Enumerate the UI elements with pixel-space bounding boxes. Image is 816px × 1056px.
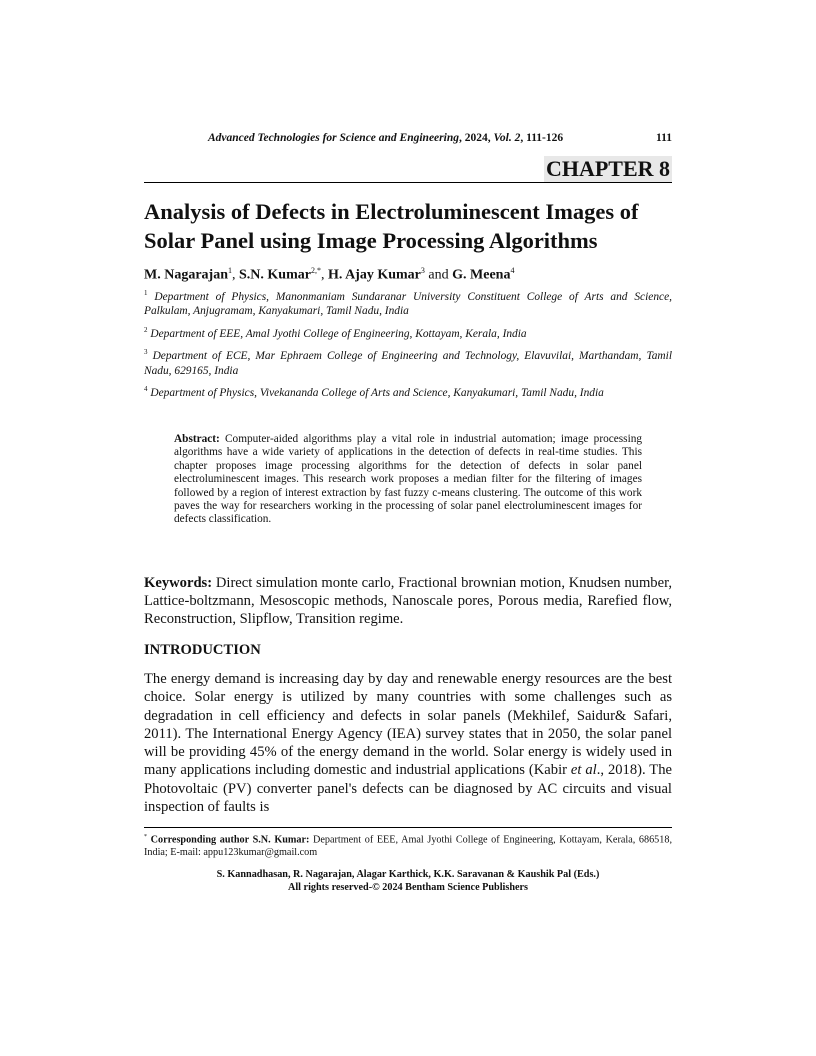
abstract-text: Computer-aided algorithms play a vital role in industrial automation; image processing algorithms have a wide variety of applications in the detection of defects in real-time studies. This chapter proposes image processing algorithms for the detection of defects in solar panel electroluminescent images. This research work proposes a median filter for the filtering of images followed by a region of interest extraction by fast fuzzy c-means clustering. The outcome of this work paves the way for researchers working in the processing of solar panel electroluminescent images for defects classification. [174, 433, 642, 526]
affiliation: $^3$ Department of ECE, Mar Ephraem College of Engineering and Technology, Elavuvilai, Marthandam, Tamil Nadu, 629165, India [144, 348, 672, 377]
copyright-line: All rights reserved-© 2024 Bentham Science Publishers [287, 881, 529, 893]
journal-citation: Advanced Technologies for Science and Engineering, 2024, Vol. 2, 111-126 [208, 132, 564, 144]
author-name: H. Ajay Kumar [327, 267, 421, 283]
author-affiliation-mark: 4 [510, 266, 515, 275]
affiliations [144, 286, 672, 405]
affiliation: $^1$ Department of Physics, Manonmaniam Sundaranar University Constituent College of Arts and Science, Palkulam, Anjugramam, Kanyakumari, Tamil Nadu, India [144, 289, 672, 318]
page-number: 111 [656, 132, 672, 144]
keywords-text: Direct simulation monte carlo, Fractional brownian motion, Knudsen number, Lattice-boltzmann, Mesoscopic methods, Nanoscale pores, Porous media, Rarefied flow, Reconstruction, Slipflow, Transition regime. [144, 575, 672, 628]
abstract [174, 433, 642, 527]
publisher-credits [144, 869, 672, 894]
affiliation: $^2$ Department of EEE, Amal Jyothi College of Engineering, Kottayam, Kerala, India [144, 325, 527, 340]
header-divider [144, 182, 672, 183]
abstract-label: Abstract: [174, 433, 220, 445]
footnote-divider [144, 827, 672, 828]
author-affiliation-mark: 1 [228, 266, 232, 275]
author-list: M. Nagarajan$^1$, S.N. Kumar$^{2,*}$, H. Ajay Kumar$^3$ and G. Meena$^4$ [144, 266, 515, 283]
paper-title: Analysis of Defects in Electroluminescent Images of Solar Panel using Image Processing Algorithms [144, 199, 639, 253]
keywords-label: Keywords: [144, 575, 213, 591]
editors-line: S. Kannadhasan, R. Nagarajan, Alagar Karthick, K.K. Saravanan & Kaushik Pal (Eds.) [216, 869, 600, 880]
chapter-label: CHAPTER 8 [545, 156, 670, 181]
corresponding-author-footnote: * Corresponding author S.N. Kumar: Department of EEE, Amal Jyothi College of Engineering, Kottayam, Kerala, 686518, India; E-mail: appu123kumar@gmail.com [144, 834, 672, 858]
author-affiliation-mark: 2,* [310, 266, 321, 275]
section-heading-introduction: INTRODUCTION [144, 642, 261, 658]
author-name: G. Meena [452, 267, 511, 283]
introduction-paragraph: The energy demand is increasing day by day and renewable energy resources are the best choice. Solar energy is utilized by many countries with some challenges such as degradation in cell efficiency and defects in solar panels (Mekhilef, Saidur& Safari, 2011). The International Energy Agency (IEA) survey states that in 2050, the solar panel will be providing 45% of the energy demand in the world. Solar energy is widely used in many applications including domestic and industrial applications (Kabir et al., 2018). The Photovoltaic (PV) converter panel's defects can be diagnosed by AC circuits and visual inspection of faults is [144, 671, 672, 816]
author-name: S.N. Kumar [239, 267, 311, 283]
keywords [144, 574, 672, 629]
author-name: M. Nagarajan [144, 267, 228, 283]
affiliation: $^4$ Department of Physics, Vivekananda College of Arts and Science, Kanyakumari, Tamil Nadu, India [144, 385, 604, 400]
author-affiliation-mark: 3 [420, 266, 425, 275]
